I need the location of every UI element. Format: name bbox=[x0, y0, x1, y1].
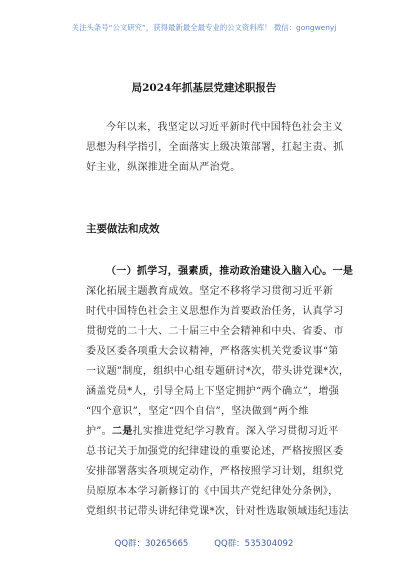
body-text: 扎实推进党纪学习教育。深入学习贯彻习近平 bbox=[132, 426, 339, 437]
body-paragraph bbox=[86, 262, 366, 522]
subsection-heading: （一）抓学习，强素质，推动政治建设入脑入心。一是 bbox=[106, 266, 354, 277]
footer-qq-group-1: QQ群：30265665 bbox=[114, 539, 189, 549]
body-line bbox=[86, 262, 366, 282]
body-text: 护”。 bbox=[86, 426, 113, 437]
intro-line: 思想为科学指引，全面落实上级决策部署，扛起主责、抓 bbox=[86, 142, 344, 153]
body-line bbox=[86, 422, 366, 442]
body-line: 党组织书记带头讲纪律党课*次，针对性选取领域违纪违法 bbox=[86, 506, 349, 517]
body-line: 贯彻党的二十大、二十届三中全会精神和中央、省委、市 bbox=[86, 326, 344, 337]
page-footer bbox=[0, 537, 408, 549]
footer-qq-group-2: QQ群：535304092 bbox=[214, 539, 294, 549]
intro-paragraph bbox=[86, 118, 366, 178]
intro-line: 好主业，纵深推进全面从严治党。 bbox=[86, 162, 241, 173]
page-header-banner: 关注头条号“公文研究”，获得最新最全最专业的公文资料库！ 微信：gongwenyj bbox=[71, 23, 337, 32]
point-marker: 二是 bbox=[112, 426, 133, 437]
body-line: 总书记关于加强党的纪律建设的重要论述，严格按照区委 bbox=[86, 446, 344, 457]
body-line: “四个意识”，坚定“四个自信”，坚决做到“两个维 bbox=[86, 406, 309, 417]
body-line: 深化拓展主题教育成效。坚定不移将学习贯彻习近平新 bbox=[86, 286, 334, 297]
body-line: 涵盖党员*人，引导全局上下坚定拥护“两个确立”，增强 bbox=[86, 386, 340, 397]
document-title: 局2024年抓基层党建述职报告 bbox=[131, 82, 277, 94]
section-heading: 主要做法和成效 bbox=[86, 223, 160, 235]
intro-line: 今年以来，我坚定以习近平新时代中国特色社会主义 bbox=[106, 122, 343, 133]
body-line: 委及区委各项重大会议精神，严格落实机关党委议事“第 bbox=[86, 346, 339, 357]
body-line: 一议题”制度，组织中心组专题研讨*次，带头讲党课*次， bbox=[86, 366, 350, 377]
body-line: 时代中国特色社会主义思想作为首要政治任务，认真学习 bbox=[86, 306, 344, 317]
body-line: 员原原本本学习新修订的《中国共产党纪律处分条例》， bbox=[86, 486, 339, 497]
body-line: 安排部署落实各项规定动作，严格按照学习计划，组织党 bbox=[86, 466, 344, 477]
